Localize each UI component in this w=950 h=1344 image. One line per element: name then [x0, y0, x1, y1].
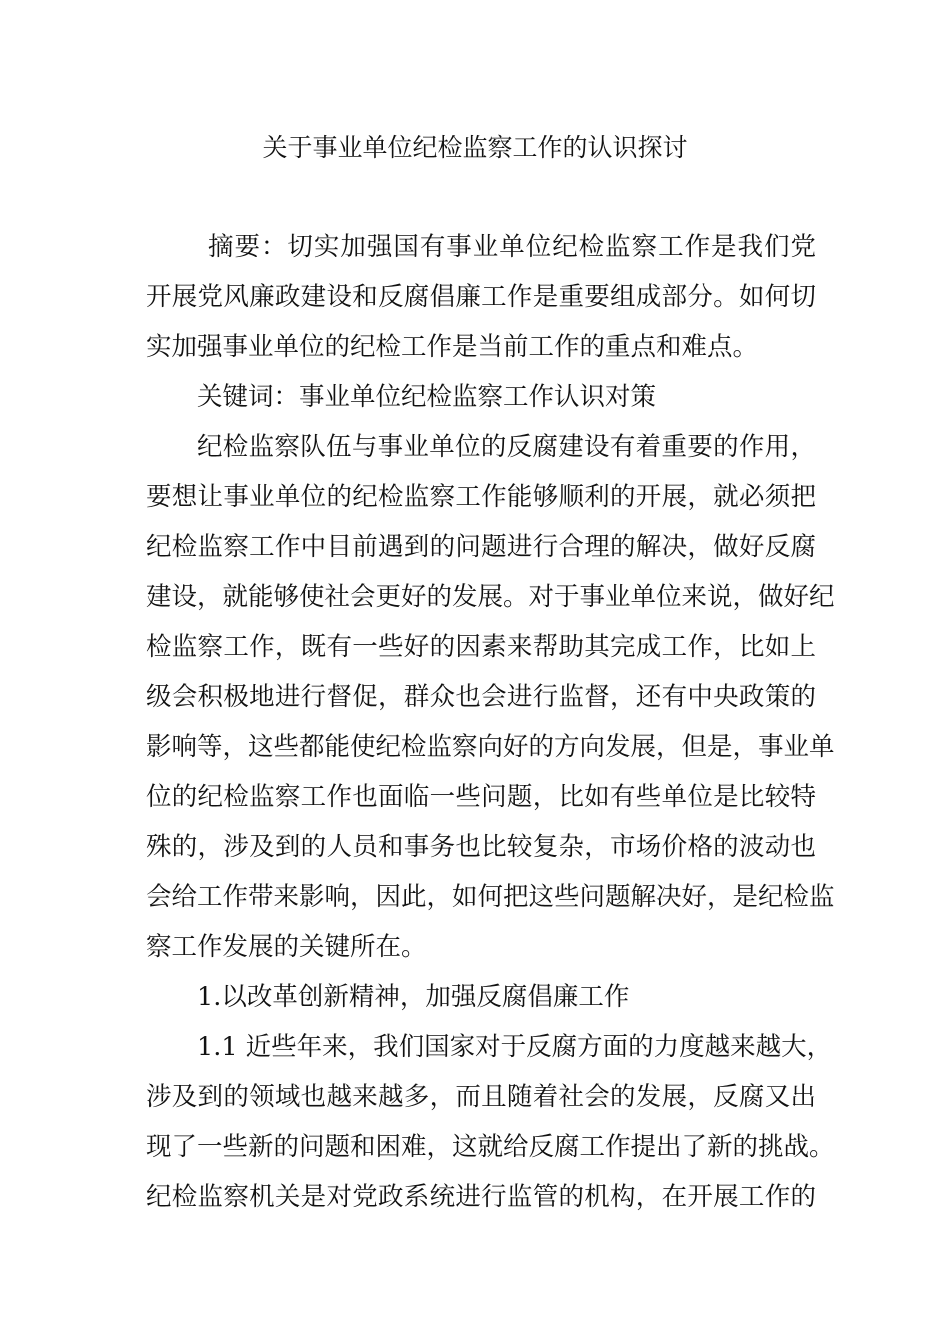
intro-line: 察工作发展的关键所在。 [146, 932, 427, 962]
intro-line: 检监察工作，既有一些好的因素来帮助其完成工作，比如上 [146, 632, 816, 662]
intro-line: 殊的，涉及到的人员和事务也比较复杂，市场价格的波动也 [146, 832, 816, 862]
abstract-line: 开展党风廉政建设和反腐倡廉工作是重要组成部分。如何切 [146, 282, 816, 312]
section-line: 1.1 近些年来，我们国家对于反腐方面的力度越来越大， [197, 1032, 833, 1062]
intro-line: 要想让事业单位的纪检监察工作能够顺利的开展，就必须把 [146, 482, 816, 512]
intro-line: 建设，就能够使社会更好的发展。对于事业单位来说，做好纪 [146, 582, 835, 612]
section-line: 现了一些新的问题和困难，这就给反腐工作提出了新的挑战。 [146, 1132, 835, 1162]
intro-line: 会给工作带来影响，因此，如何把这些问题解决好，是纪检监 [146, 882, 835, 912]
section-line: 涉及到的领域也越来越多，而且随着社会的发展，反腐又出 [146, 1082, 816, 1112]
intro-line: 纪检监察队伍与事业单位的反腐建设有着重要的作用， [197, 432, 816, 462]
intro-line: 级会积极地进行督促，群众也会进行监督，还有中央政策的 [146, 682, 816, 712]
keywords-line: 关键词：事业单位纪检监察工作认识对策 [197, 382, 657, 412]
abstract-line: 摘要：切实加强国有事业单位纪检监察工作是我们党 [208, 232, 816, 262]
intro-line: 纪检监察工作中目前遇到的问题进行合理的解决，做好反腐 [146, 532, 816, 562]
section-line: 纪检监察机关是对党政系统进行监管的机构，在开展工作的 [146, 1182, 816, 1212]
abstract-line: 实加强事业单位的纪检工作是当前工作的重点和难点。 [146, 332, 759, 362]
section-heading: 1.以改革创新精神，加强反腐倡廉工作 [197, 982, 630, 1012]
intro-line: 位的纪检监察工作也面临一些问题，比如有些单位是比较特 [146, 782, 816, 812]
document-body [146, 222, 835, 1222]
document-title: 关于事业单位纪检监察工作的认识探讨 [262, 133, 688, 162]
intro-line: 影响等，这些都能使纪检监察向好的方向发展，但是，事业单 [146, 732, 835, 762]
